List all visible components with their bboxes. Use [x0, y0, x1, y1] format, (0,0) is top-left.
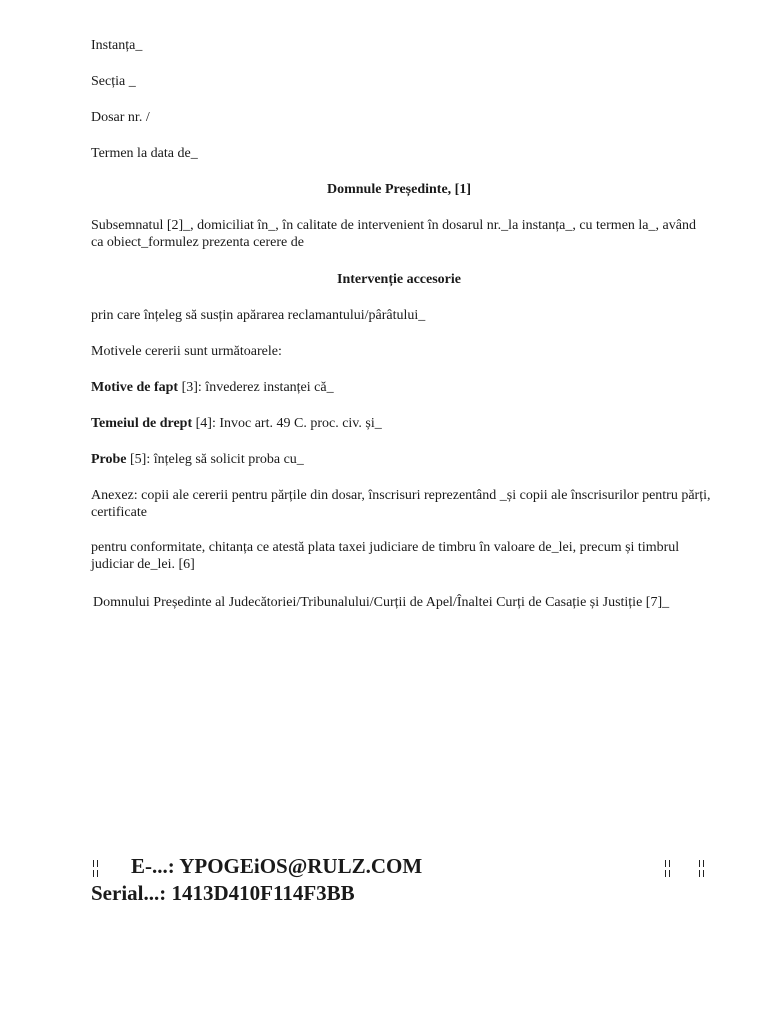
separator-marker-right-2	[699, 860, 705, 878]
facts-section	[91, 379, 334, 396]
purpose-line: prin care înțeleg să susțin apărarea reclamantului/pârâtului_	[91, 308, 426, 323]
legal-basis-section	[91, 415, 382, 432]
legal-basis-text: [4]: Invoc art. 49 C. proc. civ. și_	[192, 416, 382, 431]
document-subtitle	[0, 271, 768, 288]
facts-label: Motive de fapt	[91, 380, 179, 395]
facts-text: [3]: învederez instanței că_	[178, 380, 334, 395]
document-subtitle-text: Intervenție accesorie	[337, 272, 461, 287]
motives-intro: Motivele cererii sunt următoarele:	[91, 344, 282, 359]
evidence-section	[91, 451, 304, 468]
hearing-date-field: Termen la data de_	[91, 146, 198, 161]
evidence-label: Probe	[91, 452, 127, 467]
footer-email: E-...: YPOGEiOS@RULZ.COM	[131, 854, 423, 878]
separator-marker-left	[93, 860, 99, 878]
document-title-text: Domnule Președinte, [1]	[327, 182, 471, 197]
footer-serial: Serial...: 1413D410F114F3BB	[91, 881, 355, 905]
court-field: Instanța_	[91, 38, 143, 53]
closing-line: Domnului Președinte al Judecătoriei/Tribunalului/Curții de Apel/Înaltei Curți de Casație și Justiție [7]_	[93, 595, 670, 610]
separator-marker-right-1	[665, 860, 671, 878]
document-title	[0, 181, 768, 198]
conformity-paragraph: pentru conformitate, chitanța ce atestă plata taxei judiciare de timbru în valoare de_lei, precum și timbrul judiciar de_lei. [6]	[91, 540, 680, 572]
legal-basis-label: Temeiul de drept	[91, 416, 193, 431]
section-field: Secția _	[91, 74, 136, 89]
attachments-paragraph: Anexez: copii ale cererii pentru părțile din dosar, înscrisuri reprezentând _și copii ale înscrisurilor pentru părți, certificate	[91, 488, 711, 520]
case-number-field: Dosar nr. /	[91, 110, 150, 125]
intro-paragraph: Subsemnatul [2]_, domiciliat în_, în calitate de intervenient în dosarul nr._la instanța_, cu termen la_, având ca obiect_formulez prezenta cerere de	[91, 218, 696, 250]
evidence-text: [5]: înțeleg să solicit proba cu_	[126, 452, 304, 467]
